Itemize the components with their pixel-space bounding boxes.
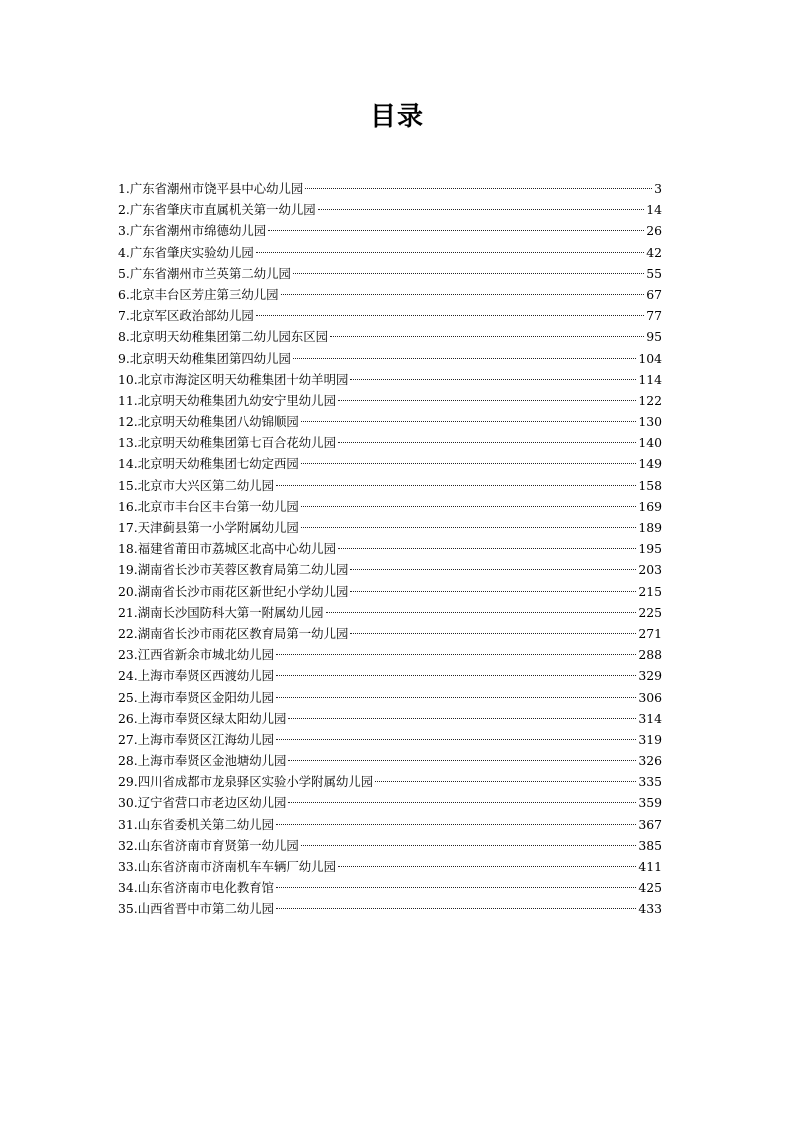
toc-entry[interactable] (118, 687, 662, 708)
dot-leader (350, 633, 636, 634)
toc-entry[interactable] (118, 411, 662, 432)
toc-entry-page-number: 215 (638, 583, 662, 599)
toc-entry-page-number: 149 (638, 456, 662, 472)
toc-entry-page-number: 169 (638, 498, 662, 514)
toc-entry[interactable] (118, 665, 662, 686)
toc-entry-page-number: 140 (638, 435, 662, 451)
toc-entry-label: 33.山东省济南市济南机车车辆厂幼儿园 (118, 859, 336, 874)
toc-entry-page-number: 55 (646, 265, 662, 281)
dot-leader (276, 697, 636, 698)
toc-entry-label: 1.广东省潮州市饶平县中心幼儿园 (118, 181, 304, 196)
toc-entry-label: 20.湖南省长沙市雨花区新世纪小学幼儿园 (118, 583, 349, 599)
toc-entry-page-number: 367 (638, 816, 662, 832)
toc-entry-label: 19.湖南省长沙市芙蓉区教育局第二幼儿园 (118, 562, 349, 578)
dot-leader (276, 485, 636, 486)
dot-leader (301, 506, 637, 507)
toc-entry-label: 12.北京明天幼稚集团八幼锦顺园 (118, 414, 299, 430)
toc-entry-page-number: 319 (638, 731, 662, 747)
toc-entry-page-number: 26 (646, 223, 662, 239)
dot-leader (326, 612, 637, 613)
toc-entry[interactable] (118, 581, 662, 602)
toc-entry-page-number: 271 (638, 625, 662, 641)
toc-entry-label: 24.上海市奉贤区西渡幼儿园 (118, 668, 275, 684)
toc-entry-label: 9.北京明天幼稚集团第四幼儿园 (118, 350, 291, 366)
toc-entry-label: 15.北京市大兴区第二幼儿园 (118, 477, 275, 493)
toc-entry[interactable] (118, 708, 662, 729)
toc-entry-label: 3.广东省潮州市绵德幼儿园 (118, 223, 267, 239)
toc-entry-page-number: 306 (638, 689, 662, 705)
toc-entry[interactable] (118, 538, 662, 559)
toc-entry[interactable] (118, 326, 662, 347)
dot-leader (281, 294, 645, 295)
dot-leader (256, 252, 644, 253)
dot-leader (276, 654, 636, 655)
dot-leader (301, 463, 637, 464)
toc-entry[interactable] (118, 898, 662, 919)
toc-entry[interactable] (118, 390, 662, 411)
dot-leader (276, 824, 636, 825)
toc-entry-label: 14.北京明天幼稚集团七幼定西园 (118, 456, 299, 472)
toc-entry[interactable] (118, 263, 662, 284)
dot-leader (330, 336, 644, 337)
toc-entry[interactable] (118, 475, 662, 496)
toc-entry[interactable] (118, 369, 662, 390)
toc-entry[interactable] (118, 750, 662, 771)
toc-entry[interactable] (118, 305, 662, 326)
toc-entry-page-number: 122 (638, 392, 662, 408)
dot-leader (293, 358, 636, 359)
toc-entry[interactable] (118, 453, 662, 474)
toc-entry-page-number: 130 (638, 414, 662, 430)
toc-entry-label: 26.上海市奉贤区绿太阳幼儿园 (118, 710, 287, 726)
toc-entry[interactable] (118, 496, 662, 517)
toc-entry[interactable] (118, 644, 662, 665)
toc-entry[interactable] (118, 178, 662, 199)
toc-entry-page-number: 359 (638, 795, 662, 811)
toc-entry-page-number: 411 (638, 859, 662, 874)
dot-leader (338, 548, 636, 549)
toc-entry-page-number: 158 (638, 477, 662, 493)
toc-entry[interactable] (118, 792, 662, 813)
toc-entry[interactable] (118, 284, 662, 305)
toc-entry[interactable] (118, 729, 662, 750)
toc-entry-page-number: 42 (646, 244, 662, 260)
toc-entry-label: 6.北京丰台区芳庄第三幼儿园 (118, 286, 279, 302)
toc-entry[interactable] (118, 348, 662, 369)
toc-entry-label: 16.北京市丰台区丰台第一幼儿园 (118, 498, 299, 514)
toc-entry-page-number: 385 (638, 837, 662, 853)
dot-leader (288, 760, 636, 761)
toc-entry-page-number: 314 (638, 710, 662, 726)
toc-entry-label: 35.山西省晋中市第二幼儿园 (118, 901, 275, 917)
dot-leader (276, 908, 636, 909)
toc-entry-page-number: 77 (646, 308, 662, 324)
toc-entry-page-number: 335 (638, 774, 662, 790)
toc-entry-label: 18.福建省莆田市荔城区北高中心幼儿园 (118, 541, 336, 557)
toc-entry-page-number: 67 (646, 286, 662, 302)
toc-entry[interactable] (118, 199, 662, 220)
toc-entry[interactable] (118, 814, 662, 835)
toc-entry-page-number: 114 (638, 371, 662, 387)
toc-entry-label: 34.山东省济南市电化教育馆 (118, 880, 275, 896)
toc-entry-label: 29.四川省成都市龙泉驿区实验小学附属幼儿园 (118, 774, 374, 790)
toc-entry-label: 22.湖南省长沙市雨花区教育局第一幼儿园 (118, 625, 349, 641)
toc-entry-page-number: 225 (638, 604, 662, 620)
toc-entry-page-number: 3 (654, 181, 662, 196)
toc-entry[interactable] (118, 623, 662, 644)
toc-entry-label: 4.广东省肇庆实验幼儿园 (118, 244, 254, 260)
dot-leader (276, 887, 636, 888)
toc-entry-page-number: 195 (638, 541, 662, 557)
toc-entry-label: 10.北京市海淀区明天幼稚集团十幼羊明园 (118, 371, 349, 387)
dot-leader (350, 591, 636, 592)
toc-entry-label: 13.北京明天幼稚集团第七百合花幼儿园 (118, 435, 336, 451)
toc-entry[interactable] (118, 602, 662, 623)
toc-entry[interactable] (118, 242, 662, 263)
dot-leader (288, 802, 636, 803)
dot-leader (256, 315, 644, 316)
toc-entry[interactable] (118, 220, 662, 241)
toc-entry-label: 28.上海市奉贤区金池塘幼儿园 (118, 753, 287, 769)
toc-entry[interactable] (118, 835, 662, 856)
toc-entry-label: 11.北京明天幼稚集团九幼安宁里幼儿园 (118, 392, 336, 408)
toc-entry[interactable] (118, 877, 662, 898)
toc-entry[interactable] (118, 559, 662, 580)
toc-entry-page-number: 433 (638, 901, 662, 917)
dot-leader (350, 569, 636, 570)
toc-entry-page-number: 326 (638, 753, 662, 769)
table-of-contents (118, 178, 662, 920)
toc-entry-label: 25.上海市奉贤区金阳幼儿园 (118, 689, 275, 705)
toc-entry-label: 23.江西省新余市城北幼儿园 (118, 647, 275, 663)
dot-leader (305, 188, 652, 189)
page-title: 目录 (369, 102, 424, 132)
toc-entry-page-number: 14 (646, 202, 662, 218)
dot-leader (268, 230, 644, 231)
toc-entry-page-number: 95 (646, 329, 662, 345)
toc-entry-label: 31.山东省委机关第二幼儿园 (118, 816, 275, 832)
toc-entry-page-number: 189 (638, 520, 662, 535)
dot-leader (350, 379, 636, 380)
dot-leader (338, 866, 636, 867)
dot-leader (338, 400, 636, 401)
dot-leader (288, 718, 636, 719)
toc-entry-label: 32.山东省济南市育贤第一幼儿园 (118, 837, 299, 853)
dot-leader (375, 781, 636, 782)
dot-leader (276, 739, 636, 740)
toc-entry-page-number: 288 (638, 647, 662, 663)
dot-leader (301, 527, 637, 528)
toc-entry-label: 17.天津蓟县第一小学附属幼儿园 (118, 520, 299, 535)
toc-entry[interactable] (118, 517, 662, 538)
toc-entry-page-number: 329 (638, 668, 662, 684)
toc-entry-page-number: 104 (638, 350, 662, 366)
dot-leader (293, 273, 644, 274)
dot-leader (318, 209, 645, 210)
toc-entry-label: 5.广东省潮州市兰英第二幼儿园 (118, 265, 291, 281)
toc-entry-page-number: 203 (638, 562, 662, 578)
toc-entry[interactable] (118, 771, 662, 792)
dot-leader (276, 675, 636, 676)
toc-entry-label: 2.广东省肇庆市直属机关第一幼儿园 (118, 202, 316, 218)
toc-entry[interactable] (118, 856, 662, 877)
toc-entry-page-number: 425 (638, 880, 662, 896)
dot-leader (338, 442, 636, 443)
toc-entry-label: 27.上海市奉贤区江海幼儿园 (118, 731, 275, 747)
toc-entry[interactable] (118, 432, 662, 453)
dot-leader (301, 845, 637, 846)
dot-leader (301, 421, 637, 422)
toc-entry-label: 21.湖南长沙国防科大第一附属幼儿园 (118, 604, 324, 620)
toc-entry-label: 8.北京明天幼稚集团第二幼儿园东区园 (118, 329, 329, 345)
toc-entry-label: 30.辽宁省营口市老边区幼儿园 (118, 795, 287, 811)
toc-entry-label: 7.北京军区政治部幼儿园 (118, 308, 254, 324)
